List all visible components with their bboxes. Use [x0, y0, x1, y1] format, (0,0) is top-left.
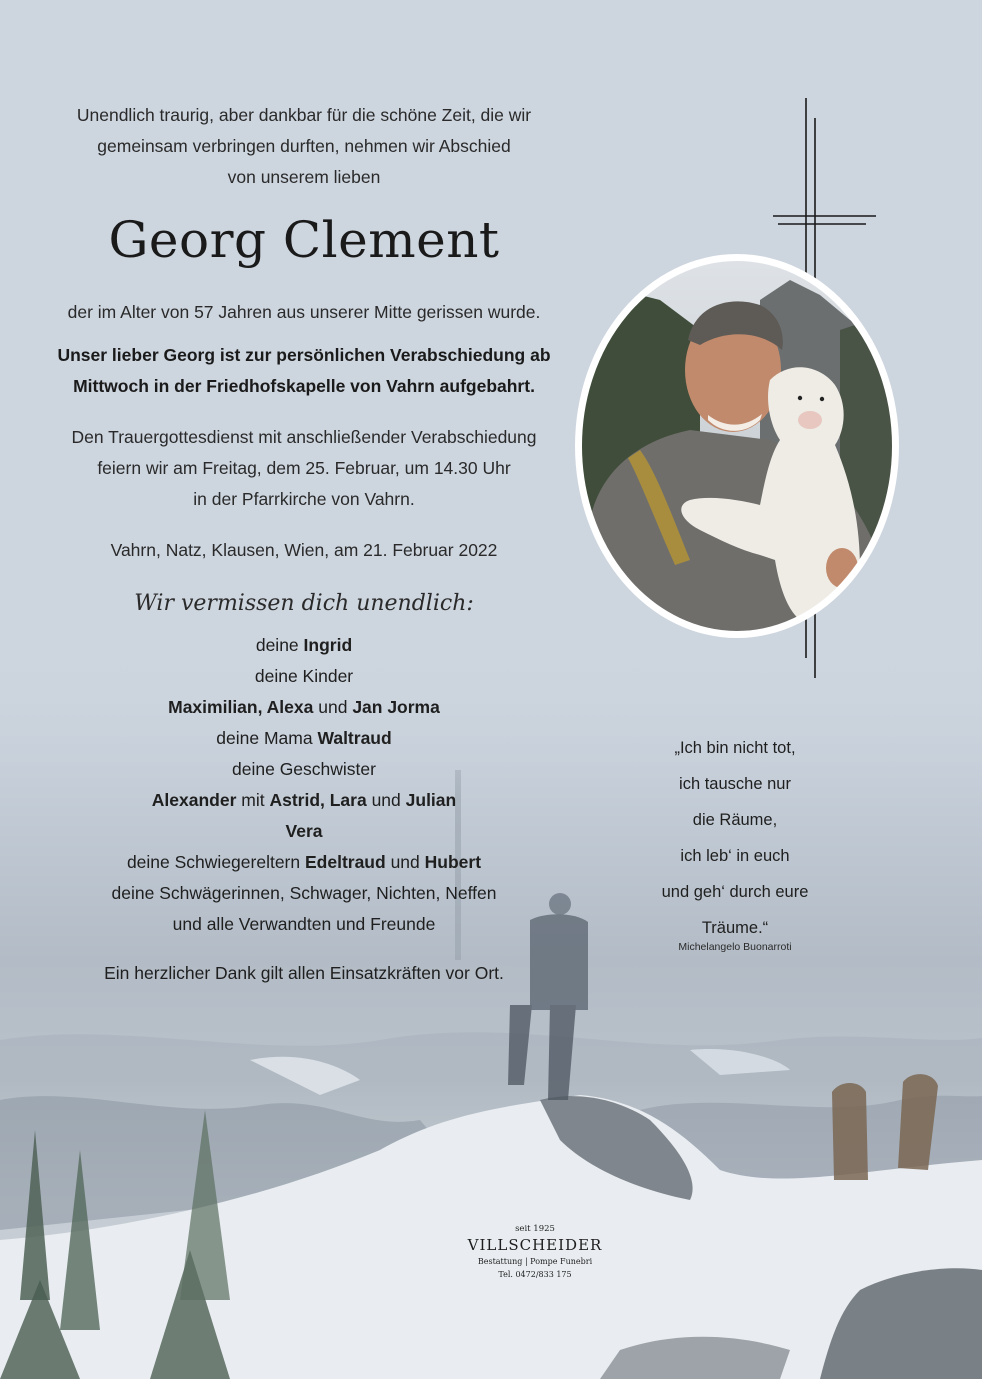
intro-text: [40, 100, 568, 193]
viewing-line: Mittwoch in der Friedhofskapelle von Vahrn aufgebahrt.: [73, 376, 535, 396]
mourner-name: Maximilian, Alexa: [168, 697, 314, 717]
mourner-name: Edeltraud: [304, 852, 386, 872]
mourner-line: [40, 816, 568, 847]
mourner-line: deine Kinder: [254, 666, 354, 686]
mourner-name: Alexander: [151, 790, 237, 810]
mourners-list: [40, 630, 568, 940]
mourner-line: [40, 630, 568, 661]
quote-line: ich leb‘ in euch: [680, 847, 790, 865]
memorial-quote: [610, 730, 860, 946]
quote-line: Träume.“: [701, 919, 769, 937]
funeral-service-text: [40, 422, 568, 515]
intro-line: Unendlich traurig, aber dankbar für die schöne Zeit, die wir: [76, 105, 532, 125]
mourner-name: Vera: [285, 821, 323, 841]
mourner-name: Waltraud: [317, 728, 392, 748]
mourners-heading: Wir vermissen dich unendlich:: [134, 591, 474, 616]
quote-line: die Räume,: [692, 811, 778, 829]
mourner-text: deine Schwiegereltern: [126, 852, 305, 872]
mourner-line: und alle Verwandten und Freunde: [172, 914, 436, 934]
mourner-text: und: [366, 790, 406, 810]
mourner-text: mit: [236, 790, 270, 810]
mourner-line: [40, 785, 568, 816]
age-line: der im Alter von 57 Jahren aus unserer Mitte gerissen wurde.: [67, 302, 541, 322]
viewing-line: Unser lieber Georg ist zur persönlichen Verabschiedung ab: [57, 345, 551, 365]
brand-name: VILLSCHEIDER: [467, 1236, 603, 1254]
mourner-text: deine Mama: [216, 728, 318, 748]
quote-line: und geh‘ durch eure: [661, 883, 809, 901]
mourner-line: deine Geschwister: [232, 759, 376, 779]
mourner-name: Jan Jorma: [352, 697, 440, 717]
intro-line: gemeinsam verbringen durften, nehmen wir Abschied: [97, 136, 511, 156]
service-line: feiern wir am Freitag, dem 25. Februar, um 14.30 Uhr: [97, 458, 511, 478]
mourner-name: Astrid, Lara: [269, 790, 367, 810]
place-date-line: Vahrn, Natz, Klausen, Wien, am 21. Februar 2022: [110, 540, 498, 560]
mourner-text: und: [385, 852, 425, 872]
quote-author: Michelangelo Buonarroti: [678, 941, 792, 953]
mourner-line: [40, 692, 568, 723]
funeral-home-logo: [460, 1223, 610, 1281]
brand-subtitle: Bestattung | Pompe Funebri: [477, 1257, 593, 1266]
mourner-line: [40, 847, 568, 878]
viewing-notice: [40, 340, 568, 402]
quote-line: „Ich bin nicht tot,: [674, 739, 796, 757]
mourner-name: Ingrid: [303, 635, 353, 655]
mourner-name: Julian: [405, 790, 457, 810]
mourner-text: deine: [255, 635, 304, 655]
mourner-name: Hubert: [424, 852, 482, 872]
intro-line: von unserem lieben: [227, 167, 381, 187]
mourner-text: und: [313, 697, 353, 717]
brand-since: seit 1925: [515, 1224, 555, 1234]
mourner-line: [40, 723, 568, 754]
thanks-line: Ein herzlicher Dank gilt allen Einsatzkräften vor Ort.: [104, 963, 504, 983]
brand-phone: Tel. 0472/833 175: [498, 1270, 572, 1279]
service-line: in der Pfarrkirche von Vahrn.: [193, 489, 415, 509]
mourner-line: deine Schwägerinnen, Schwager, Nichten, Neffen: [111, 883, 497, 903]
service-line: Den Trauergottesdienst mit anschließender Verabschiedung: [71, 427, 537, 447]
quote-line: ich tausche nur: [679, 775, 791, 793]
deceased-name: Georg Clement: [108, 211, 500, 269]
